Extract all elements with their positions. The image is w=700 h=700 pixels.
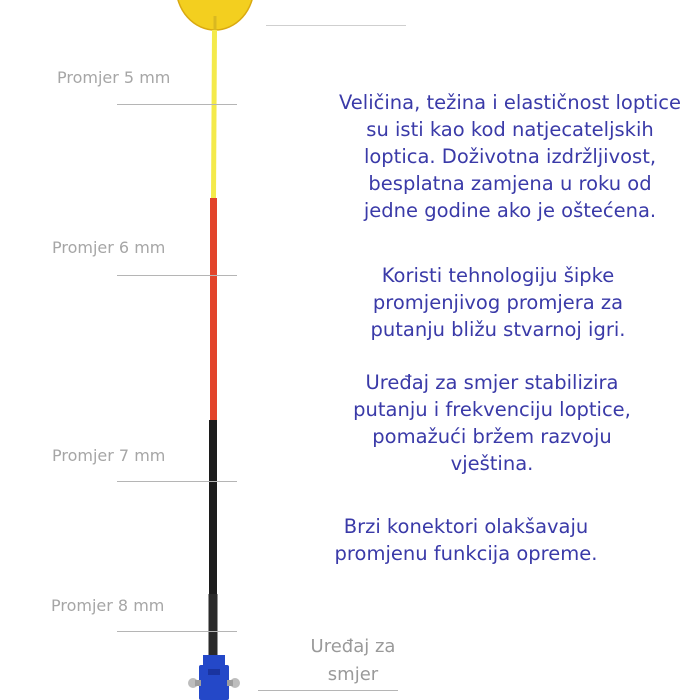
- feature-rod-text: Koristi tehnologiju šipke promjenjivog promjera za putanju bližu stvarnoj igri.: [370, 264, 626, 341]
- diameter-8mm-label: Promjer 8 mm: [51, 596, 165, 615]
- diameter-5mm-label: Promjer 5 mm: [57, 68, 171, 87]
- diameter-8mm-leader: [117, 631, 237, 632]
- feature-director-text: Uređaj za smjer stabilizira putanju i frekvenciju loptice, pomažući bržem razvoju vještina.: [353, 371, 631, 475]
- diameter-7mm-label: Promjer 7 mm: [52, 446, 166, 465]
- diameter-5mm-leader: [117, 104, 237, 105]
- diameter-7mm-leader: [117, 481, 237, 482]
- rod-illustration: [196, 20, 236, 700]
- feature-connectors-text: Brzi konektori olakšavaju promjenu funkcija opreme.: [334, 515, 598, 565]
- diameter-6mm-label: Promjer 6 mm: [52, 238, 166, 257]
- direction-device-illustration: [186, 645, 242, 700]
- feature-ball-text: Veličina, težina i elastičnost loptice su isti kao kod natjecateljskih loptica. Doživotna izdržljivost, besplatna zamjena u roku od jedne godine ako je oštećena.: [338, 91, 682, 222]
- direction-device-leader: [258, 690, 398, 691]
- ball-leader-line: [266, 25, 406, 26]
- direction-device-label: Uređaj za smjer: [310, 636, 396, 685]
- diameter-6mm-leader: [117, 275, 237, 276]
